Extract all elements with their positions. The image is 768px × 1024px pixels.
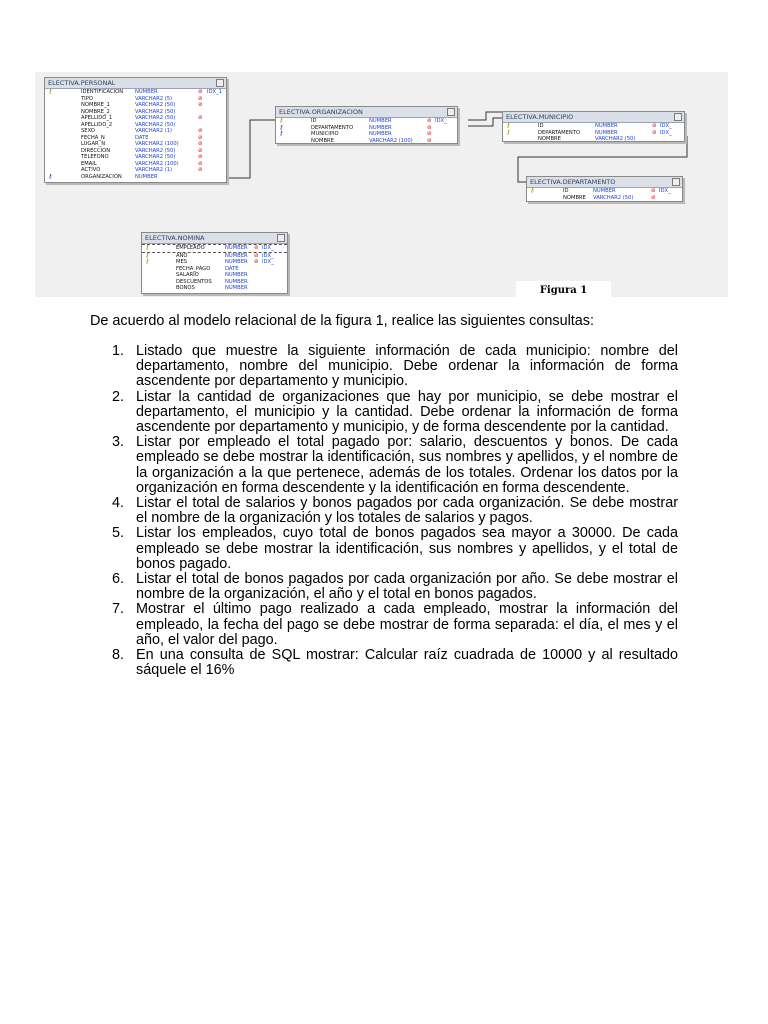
column-name: ID: [563, 188, 569, 194]
query-number: 2.: [112, 388, 125, 405]
index-icon: ⊘: [198, 128, 203, 134]
index-icon: ⊘: [651, 194, 656, 201]
index-name: IDX_: [262, 259, 274, 265]
index-icon: ⊘: [427, 118, 432, 124]
index-icon: ⊘: [427, 137, 432, 144]
column-type: VARCHAR2 (50): [135, 102, 176, 108]
table-collapse-button[interactable]: [674, 113, 682, 121]
column-name: ORGANIZACION: [81, 173, 122, 180]
column-type: DATE: [135, 134, 149, 141]
column-name: ACTIVO: [81, 167, 101, 173]
primary-key-icon: ⚷: [145, 258, 150, 265]
table-columns: [527, 188, 682, 201]
query-text: Listar los empleados, cuyo total de bonos pagados sea mayor a 30000. De cada empleado se debe mostrar la identificación, sus nombres y apellidos, y el total de bonos pagado.: [136, 525, 678, 572]
column-name: LUGAR_N: [81, 141, 106, 147]
query-number: 6.: [112, 571, 125, 588]
query-item: [110, 496, 678, 526]
index-name: IDX_: [660, 129, 672, 136]
query-text: Listar la cantidad de organizaciones que hay por municipio, se debe mostrar el departamento, el municipio y la cantidad. Debe ordenar la información de forma ascendente por departamento y municipio, y de forma descendente por la cantidad.: [136, 388, 678, 436]
column-row[interactable]: [45, 174, 226, 181]
column-name: AÑO: [176, 252, 188, 259]
column-name: ID: [311, 118, 317, 124]
column-type: VARCHAR2 (1): [135, 167, 173, 173]
column-name: DEPARTAMENTO: [311, 124, 354, 131]
index-icon: ⊘: [198, 89, 203, 95]
column-name: APELLIDO_2: [81, 121, 113, 128]
column-type: NUMBER: [593, 188, 616, 194]
table-organizacion[interactable]: [275, 106, 458, 144]
column-name: APELLIDO_1: [81, 115, 113, 121]
table-title: ELECTIVA.DEPARTAMENTO: [527, 177, 682, 188]
column-name: EMPLEADO: [176, 245, 205, 251]
index-name: IDX_: [262, 245, 274, 251]
column-name: IDENTIFICACION: [81, 89, 124, 95]
query-text: Mostrar el último pago realizado a cada empleado, mostrar la información del empleado, la fecha del pago se debe mostrar de forma separada: el día, el mes y el año, el valor del pago.: [136, 601, 678, 648]
column-type: VARCHAR2 (50): [135, 121, 176, 128]
index-icon: ⊘: [198, 154, 203, 160]
column-name: SALARIO: [176, 272, 199, 278]
column-type: VARCHAR2 (50): [595, 136, 636, 142]
column-type: NUMBER: [369, 131, 392, 137]
relational-model-figure: [35, 72, 728, 297]
table-nomina[interactable]: [141, 232, 288, 294]
column-type: DATE: [225, 265, 239, 272]
column-name: FECHA_N: [81, 134, 105, 141]
column-type: VARCHAR2 (5): [135, 95, 173, 102]
column-name: TIPO: [81, 95, 93, 102]
query-item: [110, 344, 678, 390]
column-row[interactable]: [527, 195, 682, 202]
index-icon: ⊘: [198, 141, 203, 147]
column-type: NUMBER: [225, 252, 248, 259]
column-type: VARCHAR2 (1): [135, 128, 173, 134]
connector-organizacion-municipio-2: [468, 118, 506, 126]
query-text: Listado que muestre la siguiente información de cada municipio: nombre del departamento, nombre del municipio. Debe ordenar la información de forma ascendente por departamento y municipio.: [136, 343, 678, 390]
column-type: VARCHAR2 (100): [135, 160, 179, 167]
index-icon: ⊘: [254, 245, 259, 251]
index-name: IDX_: [435, 118, 447, 124]
query-number: 5.: [112, 525, 125, 542]
connector-personal-organizacion: [228, 120, 278, 178]
table-municipio[interactable]: [502, 111, 685, 142]
column-type: NUMBER: [369, 124, 392, 131]
column-name: NOMBRE: [311, 137, 334, 144]
column-name: ID: [538, 123, 544, 129]
foreign-key-icon: ⚷: [48, 172, 53, 180]
table-columns: [142, 244, 287, 292]
table-title: ELECTIVA.PERSONAL: [45, 78, 226, 89]
column-name: DESCUENTOS: [176, 278, 212, 285]
index-name: IDX_: [659, 188, 671, 194]
table-title: ELECTIVA.MUNICIPIO: [503, 112, 684, 123]
table-collapse-button[interactable]: [216, 79, 224, 87]
column-type: NUMBER: [225, 278, 248, 285]
table-collapse-button[interactable]: [277, 234, 285, 242]
column-name: FECHA_PAGO: [176, 265, 211, 272]
column-type: NUMBER: [225, 245, 248, 251]
figure-caption: Figura 1: [516, 281, 611, 300]
index-icon: ⊘: [198, 147, 203, 154]
foreign-key-icon: ⚷: [279, 123, 284, 131]
column-name: DEPARTAMENTO: [538, 129, 581, 136]
index-icon: ⊘: [254, 259, 259, 265]
index-icon: ⊘: [652, 129, 657, 136]
table-title: ELECTIVA.NOMINA: [142, 233, 287, 244]
query-item: [110, 572, 678, 602]
index-icon: ⊘: [652, 123, 657, 129]
query-text: Listar por empleado el total pagado por: salario, descuentos y bonos. De cada empleado se debe mostrar la identificación, sus nombres y apellidos, y el nombre de la organización a la que pertenece, además de los totales. Ordenar los datos por la organización en forma descendente y la identificación en forma descendente.: [136, 434, 678, 496]
query-text: En una consulta de SQL mostrar: Calcular raíz cuadrada de 10000 y al resultado sáquele el 16%: [136, 647, 678, 679]
table-columns: [45, 89, 226, 180]
query-list: [110, 344, 678, 678]
primary-key-icon: ⚷: [506, 122, 511, 129]
column-name: SEXO: [81, 128, 95, 134]
column-type: NUMBER: [595, 129, 618, 136]
column-type: VARCHAR2 (100): [369, 137, 413, 144]
index-icon: ⊘: [254, 252, 259, 259]
connector-organizacion-municipio: [468, 112, 506, 120]
column-type: NUMBER: [135, 89, 158, 95]
index-icon: ⊘: [198, 167, 203, 173]
column-type: NUMBER: [225, 285, 248, 291]
primary-key-icon: ⚷: [279, 117, 284, 124]
index-icon: ⊘: [198, 95, 203, 102]
primary-key-icon: ⚷: [145, 251, 150, 259]
query-text: Listar el total de bonos pagados por cada organización por año. Se debe mostrar el nombre de la organización, el año y el total en bonos pagados.: [136, 571, 678, 603]
query-text: Listar el total de salarios y bonos pagados por cada organización. Se debe mostrar el nombre de la organización y los totales de salarios y pagos.: [136, 495, 678, 527]
column-type: NUMBER: [225, 259, 248, 265]
column-name: MUNICIPIO: [311, 131, 339, 137]
column-type: VARCHAR2 (50): [135, 115, 176, 121]
index-icon: ⊘: [427, 124, 432, 131]
index-name: IDX_: [262, 252, 274, 259]
column-name: MES: [176, 259, 188, 265]
query-item: [110, 648, 678, 678]
query-number: 7.: [112, 601, 125, 618]
primary-key-icon: ⚷: [530, 187, 535, 194]
table-collapse-button[interactable]: [447, 108, 455, 116]
table-columns: [276, 118, 457, 144]
column-name: NOMBRE: [563, 194, 586, 201]
index-icon: ⊘: [427, 131, 432, 137]
index-icon: ⊘: [198, 160, 203, 167]
index-icon: ⊘: [198, 134, 203, 141]
query-number: 3.: [112, 434, 125, 451]
column-row[interactable]: [276, 138, 457, 145]
index-icon: ⊘: [198, 115, 203, 121]
table-personal[interactable]: [44, 77, 227, 183]
query-item: [110, 526, 678, 572]
query-number: 1.: [112, 343, 125, 359]
column-type: NUMBER: [225, 272, 248, 278]
index-icon: ⊘: [651, 188, 656, 194]
primary-key-icon: ⚷: [48, 88, 53, 95]
column-row[interactable]: [142, 244, 287, 253]
foreign-key-icon: ⚷: [279, 130, 284, 137]
query-number: 4.: [112, 495, 125, 512]
primary-key-icon: ⚷: [145, 244, 150, 251]
intro-text: De acuerdo al modelo relacional de la figura 1, realice las siguientes consultas:: [90, 313, 594, 329]
query-item: [110, 602, 678, 648]
index-name: IDX_1: [207, 89, 222, 95]
column-type: NUMBER: [595, 123, 618, 129]
table-collapse-button[interactable]: [672, 178, 680, 186]
column-row[interactable]: [503, 136, 684, 143]
column-name: NOMBRE_1: [81, 102, 110, 108]
column-name: NOMBRE_2: [81, 108, 110, 115]
column-name: NOMBRE: [538, 136, 561, 142]
column-name: EMAIL: [81, 160, 97, 167]
index-name: IDX_: [660, 123, 672, 129]
column-type: VARCHAR2 (50): [135, 147, 176, 154]
query-item: [110, 435, 678, 496]
column-type: VARCHAR2 (50): [135, 108, 176, 115]
query-number: 8.: [112, 647, 125, 664]
column-name: TELEFONO: [81, 154, 109, 160]
query-item: [110, 390, 678, 436]
column-type: NUMBER: [135, 173, 158, 180]
index-icon: ⊘: [198, 102, 203, 108]
column-name: BONOS: [176, 285, 195, 291]
table-departamento[interactable]: [526, 176, 683, 202]
table-title: ELECTIVA.ORGANIZACION: [276, 107, 457, 118]
column-row[interactable]: [142, 285, 287, 292]
table-columns: [503, 123, 684, 143]
column-type: VARCHAR2 (50): [135, 154, 176, 160]
column-type: NUMBER: [369, 118, 392, 124]
column-name: DIRECCION: [81, 147, 111, 154]
column-type: VARCHAR2 (100): [135, 141, 179, 147]
primary-key-icon: ⚷: [506, 128, 511, 136]
column-type: VARCHAR2 (50): [593, 194, 634, 201]
